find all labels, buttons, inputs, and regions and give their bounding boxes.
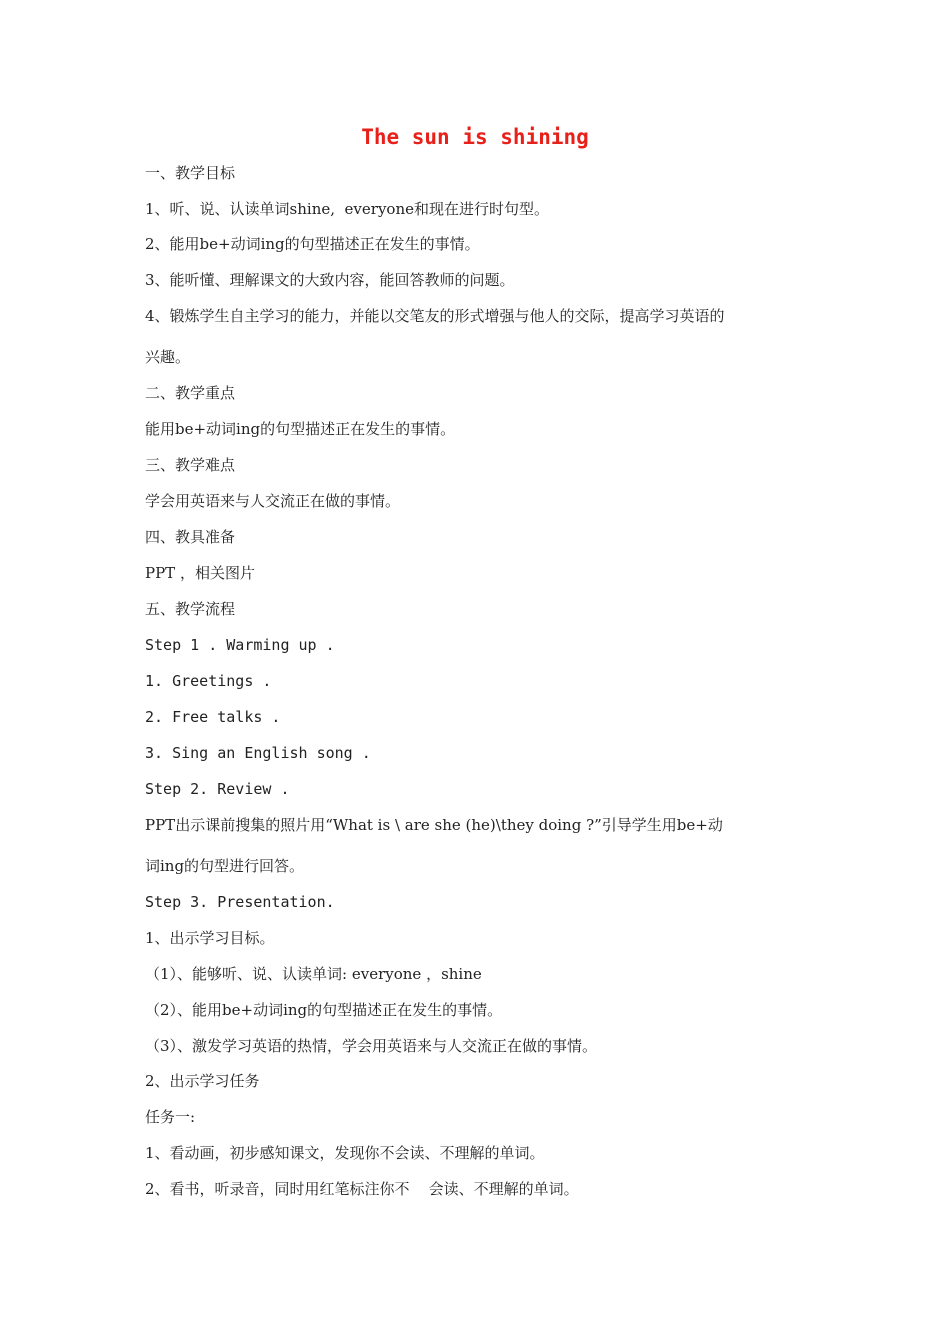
learning-goal-3: （3）、激发学习英语的热情，学会用英语来与人交流正在做的事情。 (145, 1037, 598, 1055)
objective-item-3: 3、能听懂、理解课文的大致内容，能回答教师的问题。 (145, 271, 515, 289)
section-heading-materials: 四、教具准备 (145, 528, 236, 546)
learning-goal-2: （2）、能用be+动词ing的句型描述正在发生的事情。 (145, 1001, 503, 1019)
task-one-item-1: 1、看动画，初步感知课文，发现你不会读、不理解的单词。 (145, 1144, 545, 1162)
step-1-item-2: 2. Free talks . (145, 708, 281, 726)
section-heading-objectives: 一、教学目标 (145, 164, 236, 182)
task-one-heading: 任务一: (145, 1108, 196, 1126)
difficulty-text: 学会用英语来与人交流正在做的事情。 (145, 492, 401, 510)
step-2-text: PPT出示课前搜集的照片用“What is \ are she (he)\they doing ?”引导学生用be+动 (145, 816, 723, 834)
section-heading-key-points: 二、教学重点 (145, 384, 236, 402)
step-3-item-2: 2、出示学习任务 (145, 1072, 260, 1090)
step-3-item-1: 1、出示学习目标。 (145, 929, 275, 947)
step-3-heading: Step 3. Presentation. (145, 893, 335, 911)
section-heading-procedure: 五、教学流程 (145, 600, 236, 618)
materials-text: PPT ，相关图片 (145, 564, 255, 582)
key-point-text: 能用be+动词ing的句型描述正在发生的事情。 (145, 420, 456, 438)
document-title: The sun is shining (361, 125, 589, 149)
step-2-heading: Step 2. Review . (145, 780, 290, 798)
step-1-heading: Step 1 . Warming up . (145, 636, 335, 654)
objective-item-1: 1、听、说、认读单词shine, everyone和现在进行时句型。 (145, 200, 549, 218)
step-1-item-1: 1. Greetings . (145, 672, 272, 690)
step-1-item-3: 3. Sing an English song . (145, 744, 371, 762)
section-heading-difficulties: 三、教学难点 (145, 456, 236, 474)
step-2-text-continued: 词ing的句型进行回答。 (145, 857, 305, 875)
objective-item-4-continued: 兴趣。 (145, 348, 191, 366)
task-one-item-2: 2、看书，听录音，同时用红笔标注你不 会读、不理解的单词。 (145, 1180, 579, 1198)
learning-goal-1: （1）、能够听、说、认读单词: everyone ，shine (145, 965, 482, 983)
objective-item-2: 2、能用be+动词ing的句型描述正在发生的事情。 (145, 235, 480, 253)
objective-item-4: 4、锻炼学生自主学习的能力，并能以交笔友的形式增强与他人的交际，提高学习英语的 (145, 307, 725, 325)
